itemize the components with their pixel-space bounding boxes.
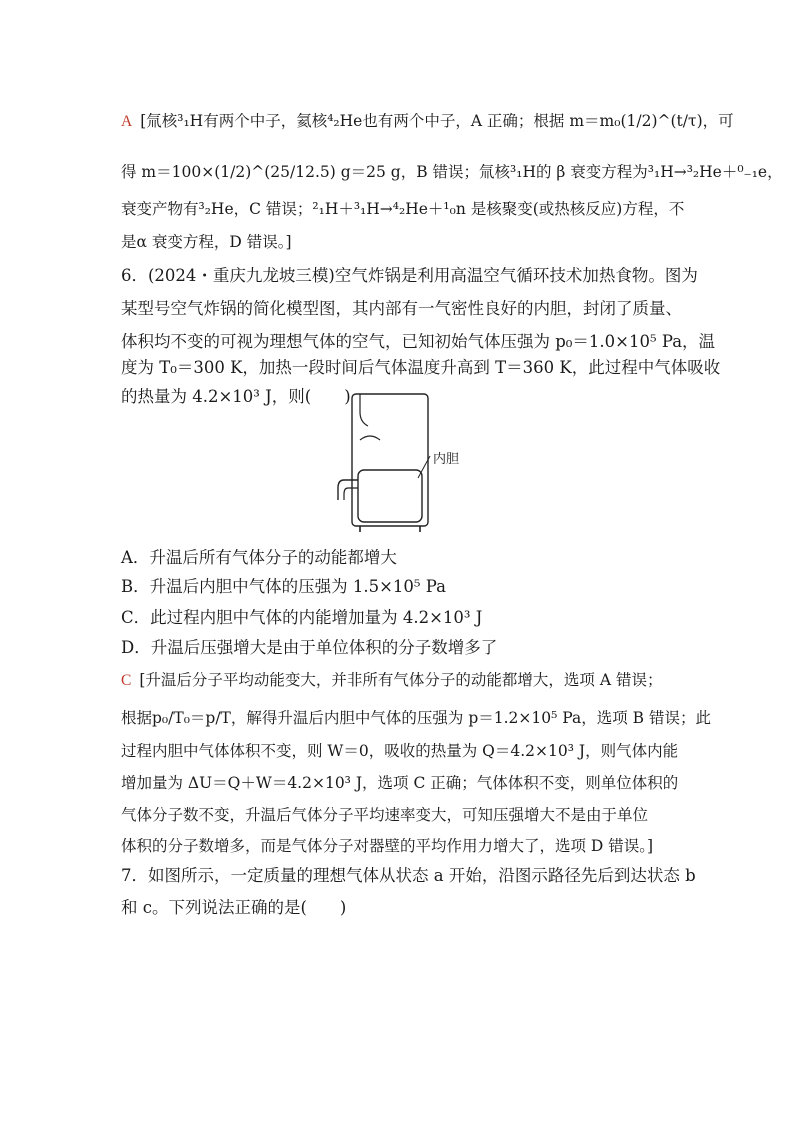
explanation-5-line-2: 得 m＝100×(1/2)^(25/12.5) g＝25 g，B 错误；氚核³₁H的 β 衰变方程为³₁H→³₂He＋⁰₋₁e， bbox=[121, 163, 783, 181]
question-6-option-d: D．升温后压强增大是由于单位体积的分子数增多了 bbox=[121, 638, 498, 657]
question-6-option-b: B．升温后内胆中气体的压强为 1.5×10⁵ Pa bbox=[121, 577, 446, 596]
explanation-5-line-4: 是α 衰变方程，D 错误。] bbox=[121, 233, 292, 251]
explanation-6-line-5: 气体分子数不变，升温后气体分子平均速率变大，可知压强增大不是由于单位 bbox=[121, 806, 649, 824]
question-6-option-c: C．此过程内胆中气体的内能增加量为 4.2×10³ J bbox=[121, 608, 483, 627]
explanation-6-line-6: 体积的分子数增多，而是气体分子对器壁的平均作用力增大了，选项 D 错误。] bbox=[121, 837, 654, 855]
question-7-line-2: 和 c。下列说法正确的是( ) bbox=[121, 898, 347, 917]
answer-letter: C bbox=[121, 672, 132, 689]
question-6-line-2: 某型号空气炸锅的简化模型图，其内部有一气密性良好的内胆，封闭了质量、 bbox=[121, 299, 682, 318]
question-6-option-a: A．升温后所有气体分子的动能都增大 bbox=[121, 548, 397, 567]
question-6-line-3: 体积均不变的可视为理想气体的空气，已知初始气体压强为 p₀＝1.0×10⁵ Pa，温 bbox=[121, 332, 716, 351]
explanation-5-line-1: A [氚核³₁H有两个中子，氦核⁴₂He也有两个中子，A 正确；根据 m＝m₀(1/2)^(t/τ)，可 bbox=[121, 112, 734, 130]
explanation-6-line-2: 根据p₀/T₀＝p/T，解得升温后内胆中气体的压强为 p＝1.2×10⁵ Pa，选项 B 错误；此 bbox=[121, 709, 711, 727]
explanation-5-line-3: 衰变产物有³₂He，C 错误；²₁H＋³₁H→⁴₂He＋¹₀n 是核聚变(或热核反应)方程，不 bbox=[121, 200, 685, 218]
answer-letter: A bbox=[121, 113, 133, 130]
question-6-line-5: 的热量为 4.2×10³ J，则( ) bbox=[121, 387, 351, 406]
figure-label-inner-liner: 内胆 bbox=[433, 452, 460, 467]
explanation-6-line-1: C [升温后分子平均动能变大，并非所有气体分子的动能都增大，选项 A 错误； bbox=[121, 671, 663, 689]
explanation-6-line-3: 过程内胆中气体体积不变，则 W＝0，吸收的热量为 Q＝4.2×10³ J，则气体内能 bbox=[121, 742, 679, 760]
question-7-line-1: 7．如图所示，一定质量的理想气体从状态 a 开始，沿图示路径先后到达状态 b bbox=[121, 866, 696, 885]
question-6-line-1: 6．(2024・重庆九龙坡三模)空气炸锅是利用高温空气循环技术加热食物。图为 bbox=[121, 266, 698, 285]
explanation-6-line-4: 增加量为 ΔU＝Q＋W＝4.2×10³ J，选项 C 正确；气体体积不变，则单位体积的 bbox=[121, 774, 679, 792]
question-6-line-4: 度为 T₀＝300 K，加热一段时间后气体温度升高到 T＝360 K，此过程中气体吸收 bbox=[121, 358, 721, 377]
